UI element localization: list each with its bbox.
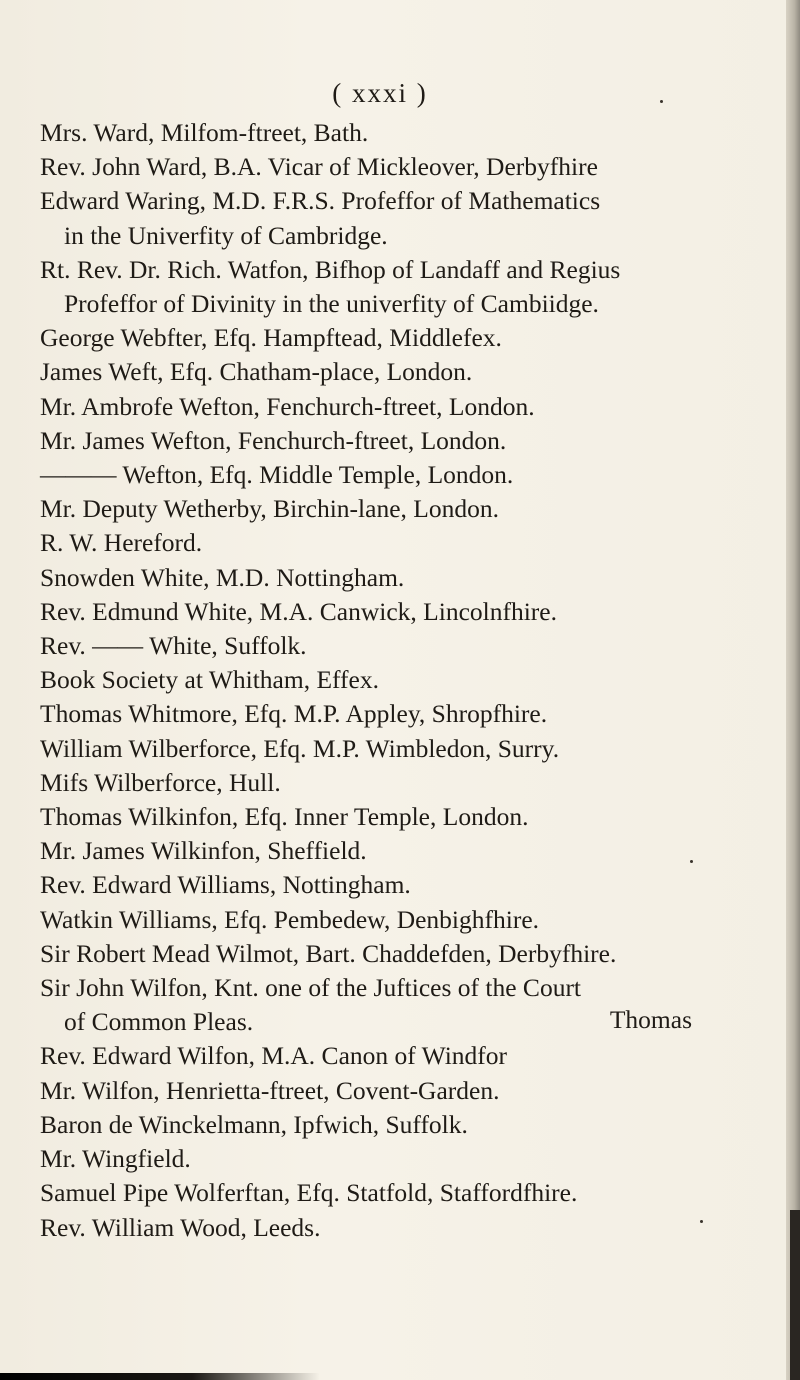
- subscriber-entry: [40, 561, 752, 595]
- entry-text: Rev. —— White, Suffolk.: [40, 631, 307, 661]
- subscriber-entry: [40, 184, 752, 252]
- subscriber-entry: [40, 1176, 752, 1210]
- page-edge-shadow: [790, 1210, 800, 1380]
- subscriber-entry: [40, 868, 752, 902]
- entry-text: Snowden White, M.D. Nottingham.: [40, 562, 405, 592]
- catchword: Thomas: [609, 1005, 692, 1034]
- entry-text: Mr. Wingfield.: [40, 1144, 191, 1174]
- entry-text: James Weft, Efq. Chatham-place, London.: [40, 357, 473, 387]
- entry-text: Mr. James Wilkinfon, Sheffield.: [40, 836, 367, 866]
- subscriber-entry: [40, 458, 752, 492]
- entry-text: Mrs. Ward, Milfom-ftreet, Bath.: [40, 118, 369, 147]
- entry-text: Thomas Whitmore, Efq. M.P. Appley, Shropfhire.: [40, 699, 548, 729]
- subscriber-entry: [40, 903, 752, 937]
- entry-continuation: in the Univerfity of Cambridge.: [64, 220, 388, 250]
- subscriber-entry: [40, 834, 752, 868]
- entry-continuation: of Common Pleas.: [64, 1007, 254, 1037]
- entry-text: Rev. Edward Wilfon, M.A. Canon of Windfor: [40, 1041, 508, 1071]
- entry-text: Mifs Wilberforce, Hull.: [40, 767, 281, 797]
- subscriber-entry: [40, 150, 752, 184]
- page-edge: [786, 0, 800, 1380]
- bottom-binding-shadow: [0, 1373, 320, 1380]
- subscriber-entry: [40, 253, 752, 321]
- subscriber-entry: [40, 766, 752, 800]
- entry-text: ——— Wefton, Efq. Middle Temple, London.: [40, 460, 514, 490]
- print-speck: [690, 860, 693, 863]
- entry-text: Rev. William Wood, Leeds.: [40, 1212, 321, 1242]
- subscriber-entry: [40, 1074, 752, 1108]
- subscriber-entry: [40, 937, 752, 971]
- entry-text: R. W. Hereford.: [40, 528, 203, 558]
- subscriber-entry: [40, 116, 752, 150]
- entry-text: Sir John Wilfon, Knt. one of the Juftices of the Court: [40, 973, 582, 1003]
- entry-text: Mr. James Wefton, Fenchurch-ftreet, London.: [40, 425, 507, 455]
- subscriber-entry: [40, 629, 752, 663]
- entry-text: Edward Waring, M.D. F.R.S. Profeffor of Mathematics: [40, 186, 601, 216]
- entry-text: George Webfter, Efq. Hampftead, Middlefex.: [40, 323, 502, 353]
- subscriber-list: [40, 116, 752, 1245]
- entry-text: Samuel Pipe Wolferftan, Efq. Statfold, Staffordfhire.: [40, 1178, 578, 1208]
- entry-text: Rev. John Ward, B.A. Vicar of Mickleover, Derbyfhire: [40, 152, 598, 182]
- subscriber-entry: [40, 732, 752, 766]
- subscriber-entry: [40, 526, 752, 560]
- entry-text: Thomas Wilkinfon, Efq. Inner Temple, London.: [40, 802, 529, 832]
- subscriber-entry: [40, 697, 752, 731]
- print-speck: [660, 100, 663, 103]
- entry-text: Sir Robert Mead Wilmot, Bart. Chaddefden, Derbyfhire.: [40, 938, 617, 968]
- subscriber-entry: [40, 1211, 752, 1245]
- entry-text: Mr. Deputy Wetherby, Birchin-lane, London.: [40, 494, 499, 524]
- subscriber-entry: [40, 355, 752, 389]
- entry-text: Rt. Rev. Dr. Rich. Watfon, Bifhop of Landaff and Regius: [40, 254, 621, 284]
- subscriber-entry: [40, 663, 752, 697]
- page-header: ( xxxi ): [332, 78, 428, 108]
- subscriber-entry: [40, 1142, 752, 1176]
- entry-text: Baron de Winckelmann, Ipfwich, Suffolk.: [40, 1109, 468, 1139]
- entry-text: Rev. Edward Williams, Nottingham.: [40, 870, 411, 900]
- subscriber-entry: [40, 800, 752, 834]
- subscriber-entry: [40, 424, 752, 458]
- subscriber-entry: [40, 1108, 752, 1142]
- entry-text: William Wilberforce, Efq. M.P. Wimbledon, Surry.: [40, 733, 560, 763]
- subscriber-entry: [40, 1039, 752, 1073]
- subscriber-entry: [40, 492, 752, 526]
- entry-text: Mr. Wilfon, Henrietta-ftreet, Covent-Garden.: [40, 1075, 500, 1105]
- entry-text: Rev. Edmund White, M.A. Canwick, Lincolnfhire.: [40, 596, 557, 626]
- entry-text: Watkin Williams, Efq. Pembedew, Denbighfhire.: [40, 904, 540, 934]
- entry-text: Mr. Ambrofe Wefton, Fenchurch-ftreet, London.: [40, 391, 535, 421]
- entry-continuation: Profeffor of Divinity in the univerfity of Cambiidge.: [64, 289, 599, 319]
- subscriber-entry: [40, 321, 752, 355]
- print-speck: [700, 1220, 703, 1223]
- entry-text: Book Society at Whitham, Effex.: [40, 665, 379, 695]
- subscriber-entry: [40, 390, 752, 424]
- subscriber-entry: [40, 595, 752, 629]
